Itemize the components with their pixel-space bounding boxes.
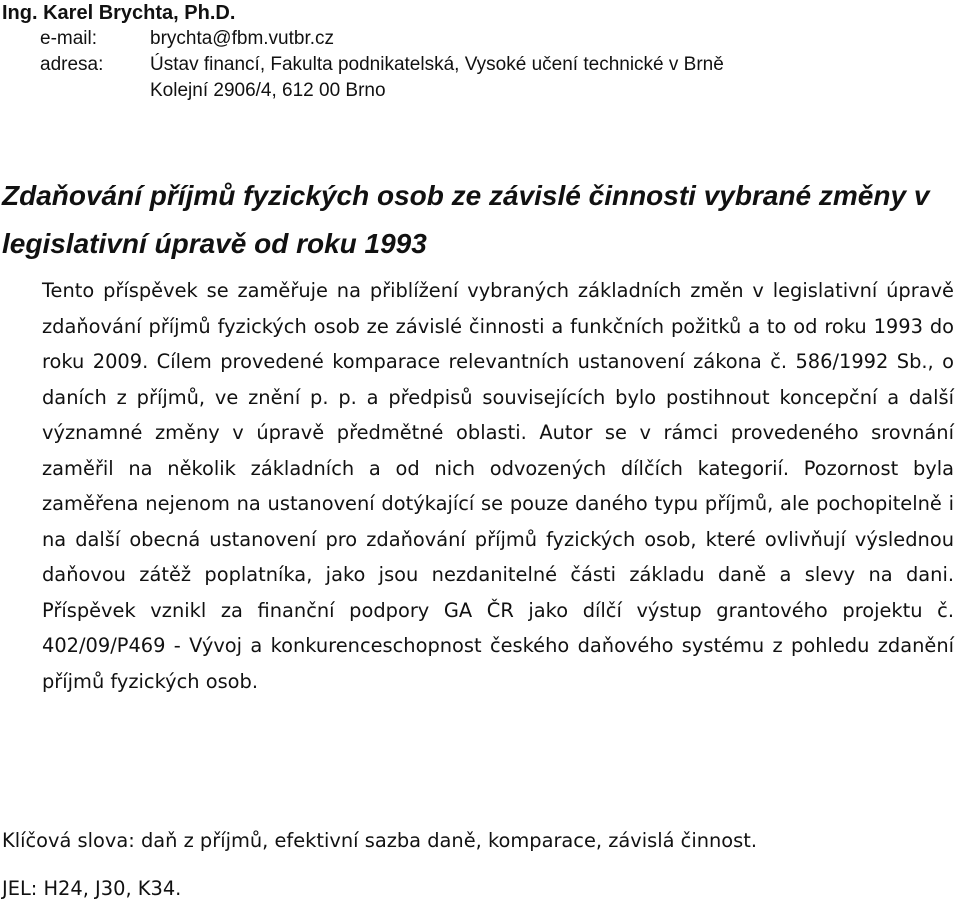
author-block [2, 0, 952, 104]
keywords: Klíčová slova: daň z příjmů, efektivní sazba daně, komparace, závislá činnost. [2, 829, 758, 852]
email-address: brychta@fbm.vutbr.cz [150, 28, 335, 49]
email-row [2, 26, 952, 52]
address-row [2, 52, 952, 78]
author-name: Ing. Karel Brychta, Ph.D. [2, 2, 236, 24]
paper-title: Zdaňování příjmů fyzických osob ze závislé činnosti vybrané změny v legislativní úpravě od roku 1993 [2, 180, 930, 259]
abstract-text: Tento příspěvek se zaměřuje na přiblížení vybraných základních změn v legislativní úpravě zdaňování příjmů fyzických osob ze závislé činnosti a funkčních požitků a to od roku 1993 do roku 2009. Cílem provedené komparace relevantních ustanovení zákona č. 586/1992 Sb., o daních z příjmů, ve znění p. p. a předpisů souvisejících bylo postihnout koncepční a další významné změny v úpravě předmětné oblasti. Autor se v rámci provedeného srovnání zaměřil na několik základních a od nich odvozených dílčích kategorií. Pozornost byla zaměřena nejenom na ustanovení dotýkající se pouze daného typu příjmů, ale pochopitelně i na další obecná ustanovení pro zdaňování příjmů fyzických osob, které ovlivňují výslednou daňovou zátěž poplatníka, jako jsou nezdanitelné části základu daně a slevy na dani. Příspěvek vznikl za finanční podpory GA ČR jako dílčí výstup grantového projektu č. 402/09/P469 - Vývoj a konkurenceschopnost českého daňového systému z pohledu zdanění příjmů fyzických osob. [42, 279, 954, 693]
address-label: adresa: [40, 54, 104, 75]
address-row-2 [2, 78, 952, 104]
address-line-1: Ústav financí, Fakulta podnikatelská, Vysoké učení technické v Brně [150, 54, 724, 75]
email-label: e-mail: [40, 28, 98, 49]
address-line-2: Kolejní 2906/4, 612 00 Brno [150, 80, 386, 101]
jel-codes: JEL: H24, J30, K34. [2, 877, 182, 900]
